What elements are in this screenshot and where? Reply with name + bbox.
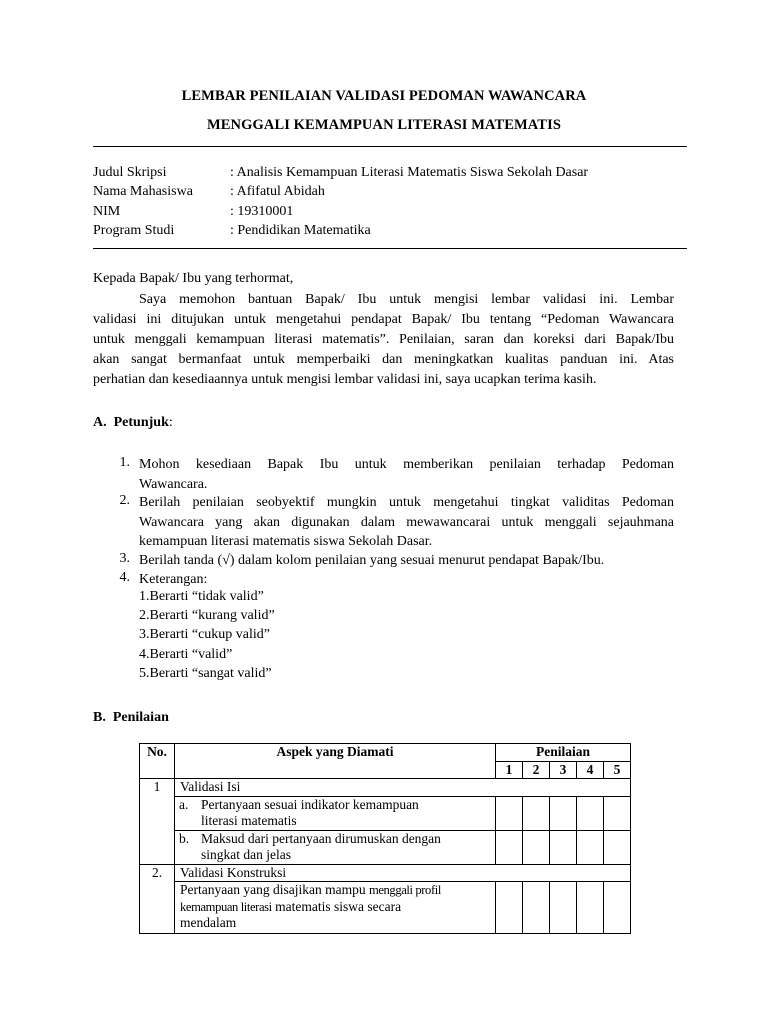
list-item-line: Mohon kesediaan Bapak Ibu untuk memberikan penilaian terhadap Pedoman [139,457,674,472]
aspect-text: Pertanyaan sesuai indikator kemampuan [201,796,419,812]
aspect-text: literasi matematis [201,813,297,828]
score-header: 2 [523,762,550,779]
info-label-nama: Nama Mahasiswa [93,184,193,199]
score-cell[interactable] [577,830,604,864]
info-value-prodi: : Pendidikan Matematika [230,223,371,238]
scale-item: 5.Berarti “sangat valid” [139,666,272,681]
info-value-nama: : Afifatul Abidah [230,184,325,199]
aspect-label: a. [179,796,189,812]
letter-line: untuk menggali kemampuan literasi matematis”. Penilaian, saran dan koreksi dari Bapak/Ibu [93,332,674,347]
aspect-text: matematis siswa secara [271,898,402,914]
list-number: 2. [119,493,130,508]
score-cell[interactable] [523,796,550,830]
list-item-line: Wawancara yang akan digunakan dalam mewawancarai untuk menggali sejauhmana [139,514,674,530]
row-number: 2. [140,864,175,934]
table-row [140,779,631,797]
list-item-line: Wawancara. [139,476,208,492]
score-cell[interactable] [550,796,577,830]
aspect-cell [175,882,496,934]
aspect-text: menggali profil [368,883,441,897]
letter-greeting: Kepada Bapak/ Ibu yang terhormat, [93,271,294,286]
section-a-title: Petunjuk [113,415,169,430]
score-cell[interactable] [496,882,523,934]
list-item-line: Berilah penilaian seobyektif mungkin untuk mengetahui tingkat validitas Pedoman [139,495,674,510]
score-cell[interactable] [577,882,604,934]
score-cell[interactable] [550,830,577,864]
list-number: 1. [119,455,130,470]
section-b-heading [93,710,169,726]
document-subtitle: MENGGALI KEMAMPUAN LITERASI MATEMATIS [206,117,561,133]
col-header-aspect: Aspek yang Diamati [175,744,496,779]
info-label-prodi: Program Studi [93,223,175,238]
score-cell[interactable] [496,796,523,830]
aspect-text: Maksud dari pertanyaan dirumuskan dengan [201,830,441,846]
aspect-text: mendalam [180,915,237,930]
divider-top [93,146,687,147]
list-item-line: Berilah tanda (√) dalam kolom penilaian yang sesuai menurut pendapat Bapak/Ibu. [139,553,605,568]
table-row [140,830,631,864]
score-cell[interactable] [604,796,631,830]
table-row [140,796,631,830]
list-item [139,455,674,494]
list-number: 3. [119,551,130,566]
row-heading: Validasi Konstruksi [175,864,631,882]
aspect-text: Pertanyaan yang disajikan mampu [180,882,369,897]
list-item-line: kemampuan literasi matematis siswa Sekolah Dasar. [139,534,433,549]
list-number: 4. [119,570,130,585]
aspect-text: kemampuan literasi [180,899,272,914]
letter-body [93,290,674,390]
aspect-cell [175,830,496,864]
scale-item: 4.Berarti “valid” [139,647,233,662]
list-item [139,551,674,571]
validation-table [139,743,631,934]
score-cell[interactable] [577,796,604,830]
score-header: 1 [496,762,523,779]
section-a-letter: A. [93,415,107,430]
section-b-title: Penilaian [112,710,169,725]
table-row [140,882,631,934]
letter-line: Saya memohon bantuan Bapak/ Ibu untuk mengisi lembar validasi ini. Lembar [139,292,674,307]
row-number: 1 [140,779,175,865]
table-row [140,864,631,882]
score-header: 3 [550,762,577,779]
scale-item: 2.Berarti “kurang valid” [139,608,275,623]
aspect-cell [175,796,496,830]
info-label-judul: Judul Skripsi [93,165,167,180]
letter-line: akan sangat bermanfaat untuk memperbaiki dan meningkatkan kualitas panduan ini. Atas [93,352,674,367]
info-value-judul: : Analisis Kemampuan Literasi Matematis Siswa Sekolah Dasar [230,165,589,180]
col-header-no: No. [140,744,175,779]
aspect-label: b. [179,830,190,846]
scale-item: 3.Berarti “cukup valid” [139,627,271,642]
score-cell[interactable] [604,830,631,864]
info-value-nim: : 19310001 [230,204,294,219]
letter-line: validasi ini ditujukan untuk mengetahui pendapat Bapak/ Ibu tentang “Pedoman Wawancara [93,312,674,327]
section-a-heading [93,415,173,431]
score-cell[interactable] [523,882,550,934]
letter-line: perhatian dan kesediaannya untuk mengisi lembar validasi ini, saya ucapkan terima kasih. [93,372,597,387]
scale-item: 1.Berarti “tidak valid” [139,589,264,604]
score-cell[interactable] [550,882,577,934]
info-label-nim: NIM [93,204,121,219]
section-a-colon: : [168,415,173,430]
score-header: 4 [577,762,604,779]
row-heading: Validasi Isi [175,779,631,797]
divider-bottom [93,248,687,249]
section-b-letter: B. [93,710,106,725]
list-item [139,493,674,552]
list-item [139,570,674,590]
aspect-text: singkat dan jelas [201,847,291,862]
score-cell[interactable] [496,830,523,864]
document-title: LEMBAR PENILAIAN VALIDASI PEDOMAN WAWANCARA [181,88,587,104]
score-cell[interactable] [523,830,550,864]
col-header-rating: Penilaian [496,744,631,762]
list-item-line: Keterangan: [139,572,208,587]
table-header-row [140,744,631,762]
score-header: 5 [604,762,631,779]
score-cell[interactable] [604,882,631,934]
